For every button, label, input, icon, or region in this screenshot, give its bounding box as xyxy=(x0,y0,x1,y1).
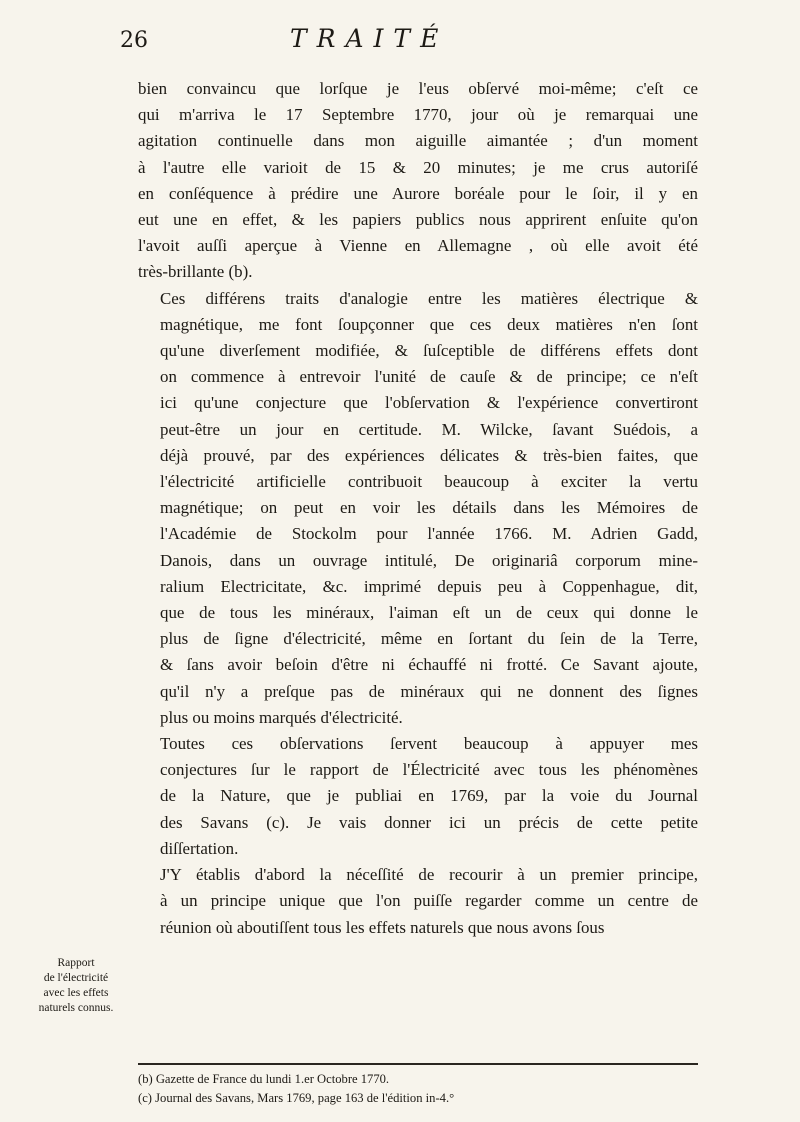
text-line: magnétique; on peut en voir les détails dans les Mémoires de xyxy=(160,498,698,518)
margin-note xyxy=(32,956,120,1016)
text-line: on commence à entrevoir l'unité de cauſe & de principe; ce n'eſt xyxy=(160,367,698,387)
text-line: déjà prouvé, par des expériences délicates & très-bien faites, que xyxy=(160,445,698,465)
margin-note-line: avec les effets xyxy=(43,987,109,999)
text-line: l'électricité artificielle contribuoit beaucoup à exciter la vertu xyxy=(160,472,698,492)
footnote-b: (b) Gazette de France du lundi 1.er Octobre 1770. xyxy=(138,1072,390,1086)
footnote-c: (c) Journal des Savans, Mars 1769, page 163 de l'édition in-4.° xyxy=(138,1091,455,1105)
text-line: de la Nature, que je publiai en 1769, par la voie du Journal xyxy=(160,786,698,806)
text-line: réunion où aboutiſſent tous les effets naturels que nous avons ſous xyxy=(160,917,605,937)
text-line: bien convaincu que lorſque je l'eus obſervé moi-même; c'eſt ce xyxy=(138,79,698,98)
paragraph xyxy=(138,731,698,862)
text-line: & ſans avoir beſoin d'être ni échauffé ni frotté. Ce Savant ajoute, xyxy=(160,655,698,675)
text-line: diſſertation. xyxy=(160,838,239,858)
text-line: des Savans (c). Je vais donner ici un précis de cette petite xyxy=(160,812,698,832)
paragraph xyxy=(138,862,698,941)
text-line: peut-être un jour en certitude. M. Wilcke, ſavant Suédois, a xyxy=(160,419,698,439)
running-title: TRAITÉ xyxy=(290,24,449,53)
text-line: eut une en effet, & les papiers publics nous apprirent enſuite qu'on xyxy=(138,210,698,230)
text-line: ici qu'une conjecture que l'obſervation & l'expérience convertiront xyxy=(160,393,698,413)
text-line: magnétique, me font ſoupçonner que ces deux matières n'en ſont xyxy=(160,314,698,334)
text-line: Danois, dans un ouvrage intitulé, De originariâ corporum mine- xyxy=(160,550,698,570)
text-line: à l'autre elle varioit de 15 & 20 minutes; je me crus autoriſé xyxy=(138,157,698,177)
text-line: Ces différens traits d'analogie entre les matières électrique & xyxy=(160,288,698,308)
page-header xyxy=(120,24,695,64)
text-line: agitation continuelle dans mon aiguille aimantée ; d'un moment xyxy=(138,131,698,151)
paragraph xyxy=(138,286,698,731)
text-line: plus ou moins marqués d'électricité. xyxy=(160,707,403,727)
text-line: l'Académie de Stockolm pour l'année 1766. M. Adrien Gadd, xyxy=(160,524,698,544)
text-line: plus de ſigne d'électricité, même en ſortant du ſein de la Terre, xyxy=(160,629,698,649)
text-line: Toutes ces obſervations ſervent beaucoup à appuyer mes xyxy=(160,734,698,754)
text-line: à un principe unique que l'on puiſſe regarder comme un centre de xyxy=(160,891,698,911)
text-line: très-brillante (b). xyxy=(138,262,253,282)
paragraph xyxy=(138,76,698,286)
main-text xyxy=(138,76,698,941)
margin-note-line: naturels connus. xyxy=(38,1002,114,1014)
margin-note-line: Rapport xyxy=(57,957,95,969)
text-line: en conſéquence à prédire une Aurore boréale pour le ſoir, il y en xyxy=(138,183,698,203)
text-line: qu'il n'y a preſque pas de minéraux qui ne donnent des ſignes xyxy=(160,681,698,701)
footnote-divider xyxy=(138,1063,698,1065)
text-line: conjectures ſur le rapport de l'Électricité avec tous les phénomènes xyxy=(160,760,698,780)
text-line: ralium Electricitate, &c. imprimé depuis peu à Coppenhague, dit, xyxy=(160,576,698,596)
text-line: qu'une diverſement modifiée, & ſuſceptible de différens effets dont xyxy=(160,341,698,361)
text-line: J'Y établis d'abord la néceſſité de recourir à un premier principe, xyxy=(160,865,698,885)
margin-note-line: de l'électricité xyxy=(43,972,109,984)
page-number: 26 xyxy=(120,28,148,53)
footnotes xyxy=(138,1070,698,1108)
text-line: l'avoit auſſi aperçue à Vienne en Allemagne , où elle avoit été xyxy=(138,236,698,256)
text-line: que de tous les minéraux, l'aiman eſt un de ceux qui donne le xyxy=(160,603,698,623)
text-line: qui m'arriva le 17 Septembre 1770, jour où je remarquai une xyxy=(138,105,698,125)
